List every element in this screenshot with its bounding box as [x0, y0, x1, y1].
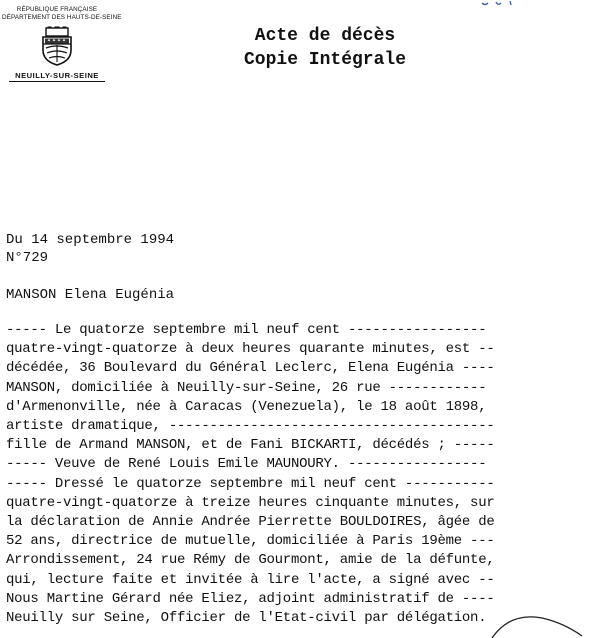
act-line: décédée, 36 Boulevard du Général Leclerc, Elena Eugénia ----: [6, 360, 495, 377]
act-line: quatre-vingt-quatorze à treize heures cinquante minutes, sur: [6, 494, 495, 511]
issuer-header: [2, 6, 122, 82]
act-line: Neuilly sur Seine, Officier de l'Etat-civil par délégation.: [6, 610, 487, 627]
deceased-name: MANSON Elena Eugénia: [6, 287, 175, 303]
act-line: ----- Dressé le quatorze septembre mil neuf cent -----------: [6, 475, 495, 492]
city-coat-of-arms-icon: [40, 26, 74, 66]
signature-stroke: [470, 608, 590, 638]
record-date: Du 14 septembre 1994: [6, 232, 175, 248]
title-line-2: Copie Intégrale: [243, 50, 407, 70]
act-line: Arrondissement, 24 rue Rémy de Gourmont, amie de la défunte,: [6, 552, 495, 569]
republic-label: RÉPUBLIQUE FRANÇAISE: [16, 6, 98, 13]
act-line: artiste dramatique, ----------------------------------------: [6, 418, 495, 435]
city-name: NEUILLY-SUR-SEINE: [15, 71, 99, 80]
document-title: [205, 24, 445, 72]
act-line: quatre-vingt-quatorze à deux heures quarante minutes, est --: [6, 341, 495, 358]
act-line: ----- Veuve de René Louis Emile MAUNOURY. -----------------: [6, 456, 487, 473]
department-label: DÉPARTEMENT DES HAUTS-DE-SEINE: [2, 14, 122, 21]
act-line: MANSON, domiciliée à Neuilly-sur-Seine, 26 rue ------------: [6, 379, 487, 396]
act-line: ----- Le quatorze septembre mil neuf cent -----------------: [6, 322, 487, 338]
title-line-1: Acte de décès: [254, 26, 396, 46]
act-body: [6, 321, 596, 628]
record-number: N°729: [6, 250, 49, 266]
city-underline: [9, 81, 105, 82]
act-line: la déclaration de Annie Andrée Pierrette BOULDOIRES, âgée de: [6, 514, 495, 531]
act-line: d'Armenonville, née à Caracas (Venezuela), le 18 août 1898,: [6, 398, 487, 415]
act-line: 52 ans, directrice de mutuelle, domiciliée à Paris 19ème ---: [6, 533, 495, 550]
act-line: qui, lecture faite et invitée à lire l'acte, a signé avec --: [6, 571, 495, 588]
act-line: fille de Armand MANSON, et de Fani BICKARTI, décédés ; -----: [6, 437, 495, 454]
act-line: Nous Martine Gérard née Eliez, adjoint administratif de ----: [6, 590, 495, 607]
handwritten-annotation-mark: [478, 0, 538, 8]
